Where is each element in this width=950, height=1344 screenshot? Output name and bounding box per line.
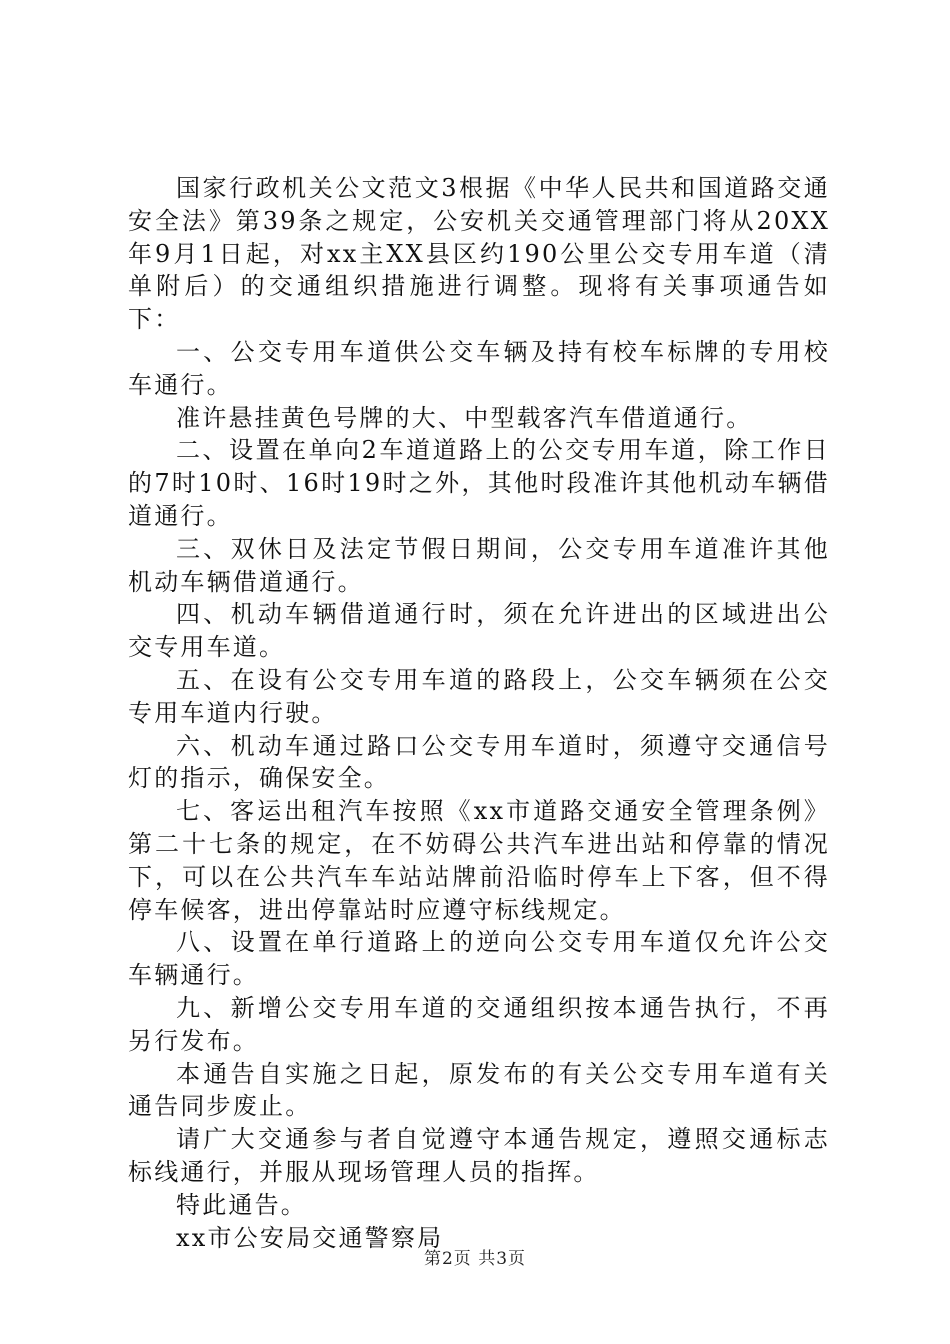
paragraph-item-9: 九、新增公交专用车道的交通组织按本通告执行，不再另行发布。	[128, 993, 830, 1055]
paragraph-signature: xx市公安局交通警察局	[176, 1223, 444, 1252]
paragraph-item-8: 八、设置在单行道路上的逆向公交专用车道仅允许公交车辆通行。	[128, 928, 830, 990]
paragraph-item-3: 三、双休日及法定节假日期间，公交专用车道准许其他机动车辆借道通行。	[128, 534, 830, 596]
paragraph-item-4: 四、机动车辆借道通行时，须在允许进出的区域进出公交专用车道。	[128, 600, 830, 662]
paragraph-item-5: 五、在设有公交专用车道的路段上，公交车辆须在公交专用车道内行驶。	[128, 665, 830, 727]
paragraph-closing: 特此通告。	[176, 1190, 307, 1219]
paragraph-item-2: 二、设置在单向2车道道路上的公交专用车道，除工作日的7时10时、16时19时之外，其他时段准许其他机动车辆借道通行。	[128, 436, 830, 530]
paragraph-item-6: 六、机动车通过路口公交专用车道时，须遵守交通信号灯的指示，确保安全。	[128, 731, 830, 793]
paragraph-item-1: 一、公交专用车道供公交车辆及持有校车标牌的专用校车通行。	[128, 337, 830, 399]
paragraph-item-1-note: 准许悬挂黄色号牌的大、中型载客汽车借道通行。	[176, 403, 753, 432]
paragraph-repeal: 本通告自实施之日起，原发布的有关公交专用车道有关通告同步废止。	[128, 1059, 830, 1121]
page-number-footer: 第2页 共3页	[423, 1249, 527, 1269]
paragraph-item-7: 七、客运出租汽车按照《xx市道路交通安全管理条例》第二十七条的规定，在不妨碍公共汽车进出站和停靠的情况下，可以在公共汽车车站站牌前沿临时停车上下客，但不得停车候客，进出停靠站时应遵守标线规定。	[128, 797, 830, 924]
paragraph-appeal: 请广大交通参与者自觉遵守本通告规定，遵照交通标志标线通行，并服从现场管理人员的指挥。	[128, 1125, 830, 1186]
paragraph-intro: 国家行政机关公文范文3根据《中华人民共和国道路交通安全法》第39条之规定，公安机关交通管理部门将从20XX年9月1日起，对xx主XX县区约190公里公交专用车道（清单附后）的交通组织措施进行调整。现将有关事项通告如下：	[128, 174, 830, 334]
document-body	[128, 172, 830, 1254]
